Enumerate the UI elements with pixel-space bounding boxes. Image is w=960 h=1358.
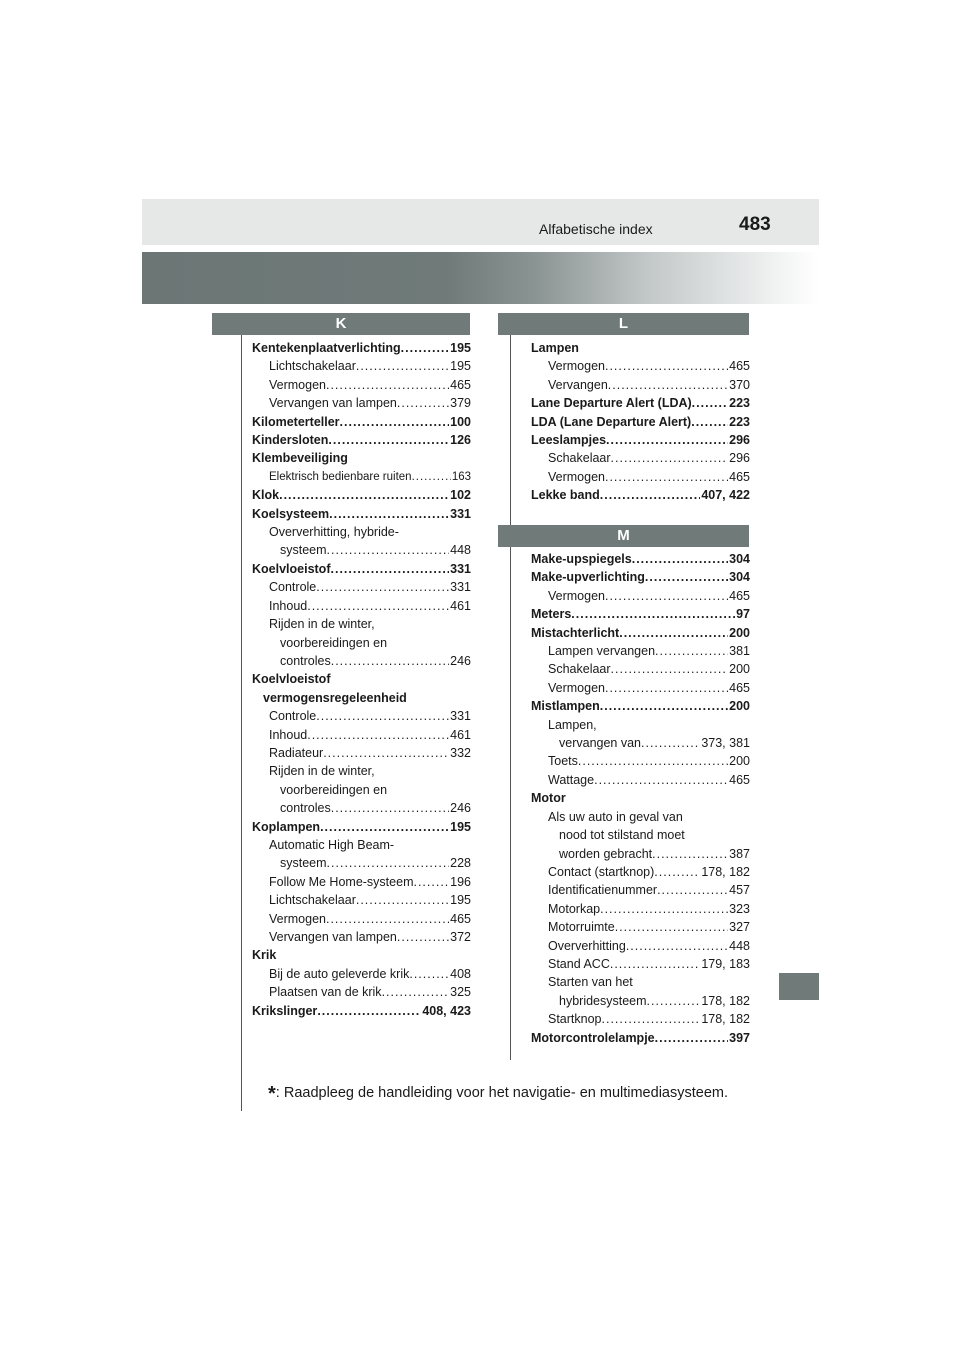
index-column-m [531,550,750,1047]
index-subentry: Vermogen ..... 465 [531,587,750,605]
index-subentry: Rijden in de winter, [269,617,375,632]
section-header-m: M [498,525,749,547]
index-subentry: Motorkap ..... 323 [531,900,750,918]
index-subentry: Automatic High Beam- [269,837,395,852]
footnote-text: : Raadpleeg de handleiding voor het navigatie- en multimediasysteem. [275,1085,728,1101]
index-entry: Lampen [531,341,579,355]
index-subentry: Lampen, [548,717,597,732]
index-subentry: Vermogen ..... 465 [252,376,471,394]
index-column-l [531,339,750,505]
index-subentry: Vermogen ..... 465 [252,910,471,928]
index-subentry: Vermogen ..... 465 [531,679,750,697]
index-subentry: controles ..... 246 [252,652,471,670]
index-subentry: worden gebracht ..... 387 [531,845,750,863]
index-entry: Meters ..... 97 [531,605,750,623]
index-subentry: voorbereidingen en [280,635,388,650]
index-subentry: Contact (startknop) ..... 178, 182 [531,863,750,881]
index-subentry: Stand ACC ..... 179, 183 [531,955,750,973]
index-subentry: controles ..... 246 [252,799,471,817]
index-subentry: Follow Me Home-systeem ..... 196 [252,873,471,891]
index-subentry: Identificatienummer ..... 457 [531,881,750,899]
footnote-marker: * [268,1083,276,1105]
index-entry: Koelvloeistof [252,672,331,687]
index-entry: vermogensregeleenheid [263,690,407,705]
index-subentry: nood tot stilstand moet [559,828,685,843]
index-subentry: Starten van het [548,975,633,990]
index-subentry: systeem ..... 448 [252,541,471,559]
index-entry: LDA (Lane Departure Alert) ..... 223 [531,413,750,431]
index-entry: Motorcontrolelampje ..... 397 [531,1029,750,1047]
index-entry: Leeslampjes ..... 296 [531,431,750,449]
index-entry: Motor [531,791,566,806]
index-entry: Koelvloeistof ..... 331 [252,560,471,578]
index-subentry: Controle ..... 331 [252,707,471,725]
index-entry: Klok ..... 102 [252,486,471,504]
index-subentry: Startknop ..... 178, 182 [531,1010,750,1028]
index-entry: Lane Departure Alert (LDA) ..... 223 [531,394,750,412]
index-entry: Make-upspiegels ..... 304 [531,550,750,568]
index-subentry: Controle ..... 331 [252,578,471,596]
index-entry: Kentekenplaatverlichting ..... 195 [252,339,471,357]
section-thumb-tab [779,973,819,1000]
page-number: 483 [739,214,771,235]
index-entry: Klembeveiliging [252,451,348,466]
index-subentry: voorbereidingen en [280,782,388,797]
index-subentry: Lampen vervangen ..... 381 [531,642,750,660]
index-subentry: Plaatsen van de krik ..... 325 [252,983,471,1001]
index-column-k [252,339,471,1020]
left-column-divider [241,334,242,1111]
header-bar [142,199,819,245]
index-subentry: Schakelaar ..... 200 [531,660,750,678]
index-subentry: Bij de auto geleverde krik ..... 408 [252,965,471,983]
index-subentry: Vervangen ..... 370 [531,376,750,394]
index-subentry: Rijden in de winter, [269,764,375,779]
index-entry: Krik [252,948,277,963]
middle-column-divider [510,334,511,1060]
index-subentry: Lichtschakelaar ..... 195 [252,357,471,375]
index-subentry: hybridesysteem ..... 178, 182 [531,992,750,1010]
index-entry: Kilometerteller ..... 100 [252,413,471,431]
index-entry: Koelsysteem ..... 331 [252,505,471,523]
index-subentry: systeem ..... 228 [252,854,471,872]
index-subentry: Elektrisch bedienbare ruiten ..... 163 [252,468,471,486]
section-header-k: K [212,313,470,335]
index-subentry: Schakelaar ..... 296 [531,449,750,467]
index-subentry: Inhoud ..... 461 [252,726,471,744]
index-subentry: Vermogen ..... 465 [531,357,750,375]
header-title: Alfabetische index [539,221,653,237]
index-subentry: Toets ..... 200 [531,752,750,770]
index-subentry: Als uw auto in geval van [548,809,683,824]
header-gradient-band [142,252,819,304]
index-subentry: vervangen van ..... 373, 381 [531,734,750,752]
index-subentry: Vervangen van lampen ..... 372 [252,928,471,946]
index-subentry: Radiateur ..... 332 [252,744,471,762]
index-subentry: Oververhitting, hybride- [269,525,399,540]
index-subentry: Lichtschakelaar ..... 195 [252,891,471,909]
index-subentry: Wattage ..... 465 [531,771,750,789]
index-subentry: Inhoud ..... 461 [252,597,471,615]
index-entry: Mistachterlicht ..... 200 [531,624,750,642]
index-subentry: Vervangen van lampen ..... 379 [252,394,471,412]
index-entry: Make-upverlichting ..... 304 [531,568,750,586]
index-subentry: Motorruimte ..... 327 [531,918,750,936]
index-entry: Mistlampen ..... 200 [531,697,750,715]
index-entry: Koplampen ..... 195 [252,818,471,836]
section-header-l: L [498,313,749,335]
index-subentry: Oververhitting ..... 448 [531,937,750,955]
index-entry: Kindersloten ..... 126 [252,431,471,449]
index-entry: Lekke band ..... 407, 422 [531,486,750,504]
index-entry: Krikslinger ..... 408, 423 [252,1002,471,1020]
footnote [268,1083,728,1106]
index-subentry: Vermogen ..... 465 [531,468,750,486]
